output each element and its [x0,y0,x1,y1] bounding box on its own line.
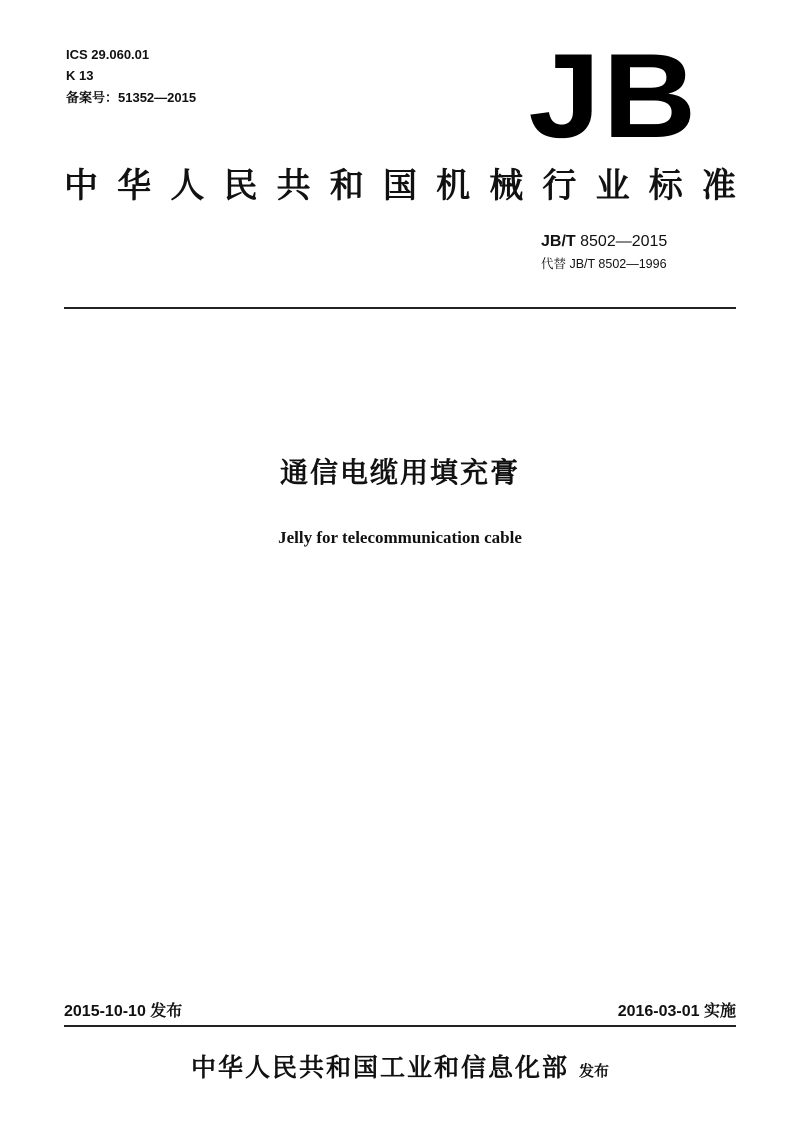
record-number: 备案号：51352—2015 [66,90,197,105]
top-divider [64,307,736,309]
title-char: 行 [542,166,577,206]
title-char: 业 [595,166,630,206]
title-char: 华 [117,166,152,206]
standard-number-prefix: JB/T [541,233,576,250]
standard-number-value: 8502—2015 [575,233,668,250]
title-char: 和 [329,166,364,206]
ics-code: ICS 29.060.01 [66,47,150,62]
title-char: 共 [276,166,311,206]
title-char: 准 [701,166,736,206]
issue-date: 2015-10-10 发布 [64,1003,183,1020]
bottom-divider [64,1025,736,1027]
title-char: 中 [64,166,98,206]
title-char: 机 [436,166,471,206]
replaces-standard: 代替 JB/T 8502—1996 [541,257,667,271]
title-char: 标 [648,166,683,206]
publisher [0,1052,800,1087]
standard-number [541,232,667,252]
implementation-date: 2016-03-01 实施 [617,1003,736,1020]
publisher-name: 中华人民共和国工业和信息化部 [190,1053,569,1082]
title-char: 械 [489,166,524,206]
classification-code: K 13 [66,68,94,83]
title-char: 人 [170,166,205,206]
jb-logo: JB [528,29,698,163]
document-title-chinese: 通信电缆用填充膏 [279,456,520,489]
title-char: 民 [223,166,258,206]
publisher-suffix: 发布 [579,1062,610,1080]
standard-category-title [64,166,736,206]
title-char: 国 [382,166,417,206]
document-title-english: Jelly for telecommunication cable [278,528,522,547]
